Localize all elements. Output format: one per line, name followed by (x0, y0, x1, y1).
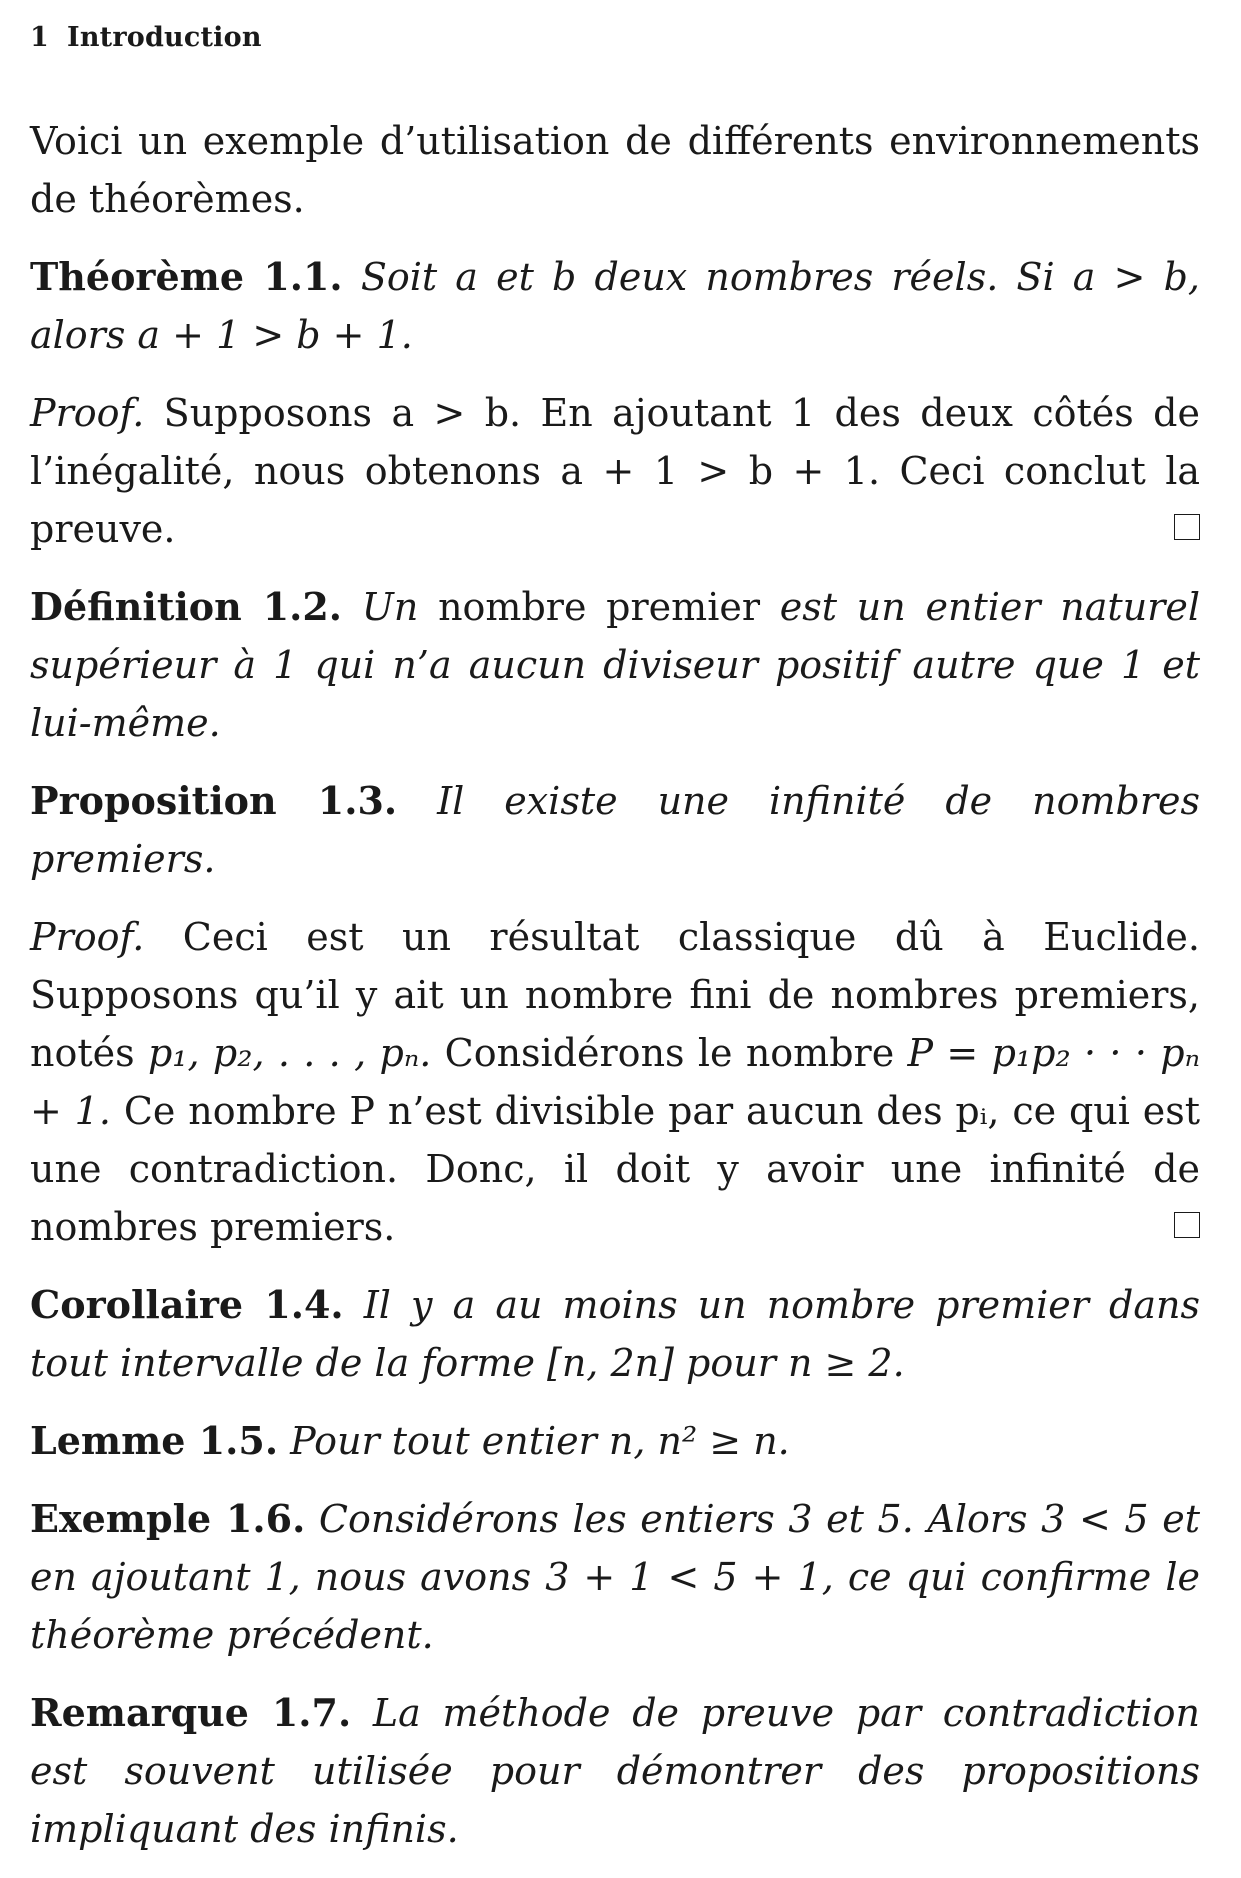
definition-block (30, 578, 1200, 752)
definition-pre: Un (361, 585, 419, 629)
proof-label: Proof. (30, 391, 145, 435)
proof-text-part3: Ce nombre P n’est divisible par aucun des pᵢ, ce qui est une contradiction. Donc, il doit y avoir une infinité de nombres premiers. (30, 1089, 1200, 1249)
section-number: 1 (30, 22, 49, 53)
prime-list: p₁, p₂, . . . , pₙ. (147, 1031, 432, 1075)
example-label: Exemple 1.6. (30, 1496, 306, 1541)
qed-square-icon (1174, 1212, 1200, 1238)
proposition-label: Proposition 1.3. (30, 778, 398, 823)
example-block (30, 1490, 1200, 1664)
definition-text: est un entier naturel supérieur à 1 qui n’a aucun diviseur positif autre que 1 et lui-même. (30, 585, 1200, 745)
remark-label: Remarque 1.7. (30, 1690, 352, 1735)
proposition-block (30, 772, 1200, 888)
proposition-text: Il existe une infinité de nombres premiers. (30, 779, 1200, 881)
lemma-block (30, 1412, 1200, 1470)
section-heading (30, 22, 262, 53)
proof-block-2 (30, 908, 1200, 1256)
corollary-label: Corollaire 1.4. (30, 1282, 344, 1327)
corollary-text: Il y a au moins un nombre premier dans tout intervalle de la forme [n, 2n] pour n ≥ 2. (30, 1283, 1200, 1385)
theorem-block (30, 248, 1200, 364)
section-title: Introduction (67, 22, 262, 53)
intro-text: Voici un exemple d’utilisation de différents environnements de théorèmes. (30, 119, 1200, 221)
qed-square-icon (1174, 514, 1200, 540)
theorem-text: Soit a et b deux nombres réels. Si a > b, alors a + 1 > b + 1. (30, 255, 1200, 357)
definition-label: Définition 1.2. (30, 584, 343, 629)
example-text: Considérons les entiers 3 et 5. Alors 3 < 5 et en ajoutant 1, nous avons 3 + 1 < 5 + 1, ce qui confirme le théorème précédent. (30, 1497, 1200, 1657)
corollary-block (30, 1276, 1200, 1392)
proof-block-1 (30, 384, 1200, 558)
proof-text-part2: Considérons le nombre (444, 1031, 895, 1075)
lemma-label: Lemme 1.5. (30, 1418, 279, 1463)
proof-text: Supposons a > b. En ajoutant 1 des deux côtés de l’inégalité, nous obtenons a + 1 > b + 1. Ceci conclut la preuve. (30, 391, 1200, 551)
lemma-text: Pour tout entier n, n² ≥ n. (290, 1419, 790, 1463)
remark-block (30, 1684, 1200, 1858)
remark-text: La méthode de preuve par contradiction est souvent utilisée pour démontrer des propositions impliquant des infinis. (30, 1691, 1200, 1851)
document-body (30, 112, 1200, 1878)
definition-term: nombre premier (438, 585, 761, 629)
theorem-label: Théorème 1.1. (30, 254, 343, 299)
intro-paragraph (30, 112, 1200, 228)
proof-text-part1: Ceci est un résultat classique dû à Euclide. Supposons qu’il y ait un nombre fini de nombres premiers, notés (30, 915, 1200, 1075)
product-formula: P = p₁p₂ · · · pₙ + 1. (30, 1031, 1200, 1133)
proof-label: Proof. (30, 915, 145, 959)
